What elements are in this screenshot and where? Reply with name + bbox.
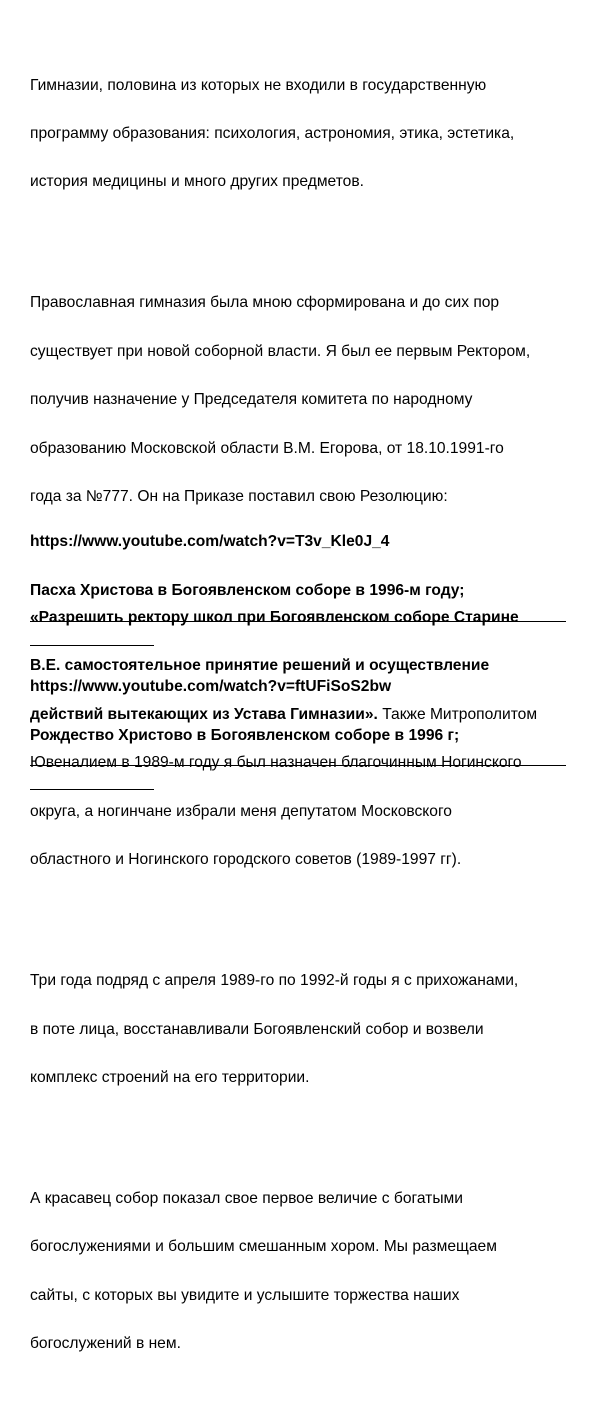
video-caption-christmas: Рождество Христово в Богоявленском соборе в 1996 г; [30, 727, 460, 744]
resolution-quote-line: «Разрешить ректору школ при Богоявленском соборе Старине [30, 609, 519, 627]
text-line: сайты, с которых вы увидите и услышите торжества наших [30, 1286, 460, 1304]
paragraph-restoration [30, 945, 537, 1114]
text-line: в поте лица, восстанавливали Богоявленский собор и возвели [30, 1020, 484, 1038]
text-line: богослужений в нем. [30, 1335, 181, 1353]
text-line: округа, а ногинчане избрали меня депутатом Московского [30, 802, 452, 820]
body-text [30, 1, 537, 1405]
text-line: Гимназии, половина из которых не входили в государственную [30, 76, 487, 94]
divider-line-short [30, 645, 154, 646]
text-line: образованию Московской области В.М. Егорова, от 18.10.1991-го [30, 439, 504, 457]
text-line: Православная гимназия была мною сформирована и до сих пор [30, 294, 500, 312]
text-line: программу образования: психология, астрономия, этика, эстетика, [30, 125, 515, 143]
paragraph-gymnasium-subjects [30, 49, 537, 218]
text-line: получив назначение у Председателя комитета по народному [30, 391, 473, 409]
video-link-easter[interactable]: https://www.youtube.com/watch?v=T3v_Kle0J_4 [30, 533, 390, 550]
resolution-quote-line: В.Е. самостоятельное принятие решений и осуществление [30, 657, 490, 675]
text-line: Три года подряд с апреля 1989-го по 1992-й годы я с прихожанами, [30, 972, 519, 990]
text-line: Ювеналием в 1989-м году я был назначен благочинным Ногинского [30, 754, 522, 772]
text-line: существует при новой соборной власти. Я был ее первым Ректором, [30, 342, 531, 360]
text-line: богослужениями и большим смешанным хором. Мы размещаем [30, 1238, 497, 1256]
divider-line [30, 765, 566, 766]
divider-line-short [30, 789, 154, 790]
text-line-tail: Также Митрополитом [377, 705, 538, 723]
text-line: комплекс строений на его территории. [30, 1068, 310, 1086]
text-line: областного и Ногинского городского советов (1989-1997 гг). [30, 851, 462, 869]
video-caption-easter: Пасха Христова в Богоявленском соборе в 1996-м году; [30, 582, 465, 599]
video-link-christmas[interactable]: https://www.youtube.com/watch?v=ftUFiSoS2bw [30, 678, 392, 695]
text-line: года за №777. Он на Приказе поставил свою Резолюцию: [30, 488, 448, 506]
paragraph-cathedral-services [30, 1163, 537, 1381]
paragraph-rector-appointment [30, 267, 537, 533]
text-line: история медицины и много других предметов. [30, 173, 364, 191]
resolution-quote-line: действий вытекающих из Устава Гимназии». [30, 705, 378, 723]
text-line: А красавец собор показал свое первое величие с богатыми [30, 1189, 463, 1207]
divider-line [30, 621, 566, 622]
